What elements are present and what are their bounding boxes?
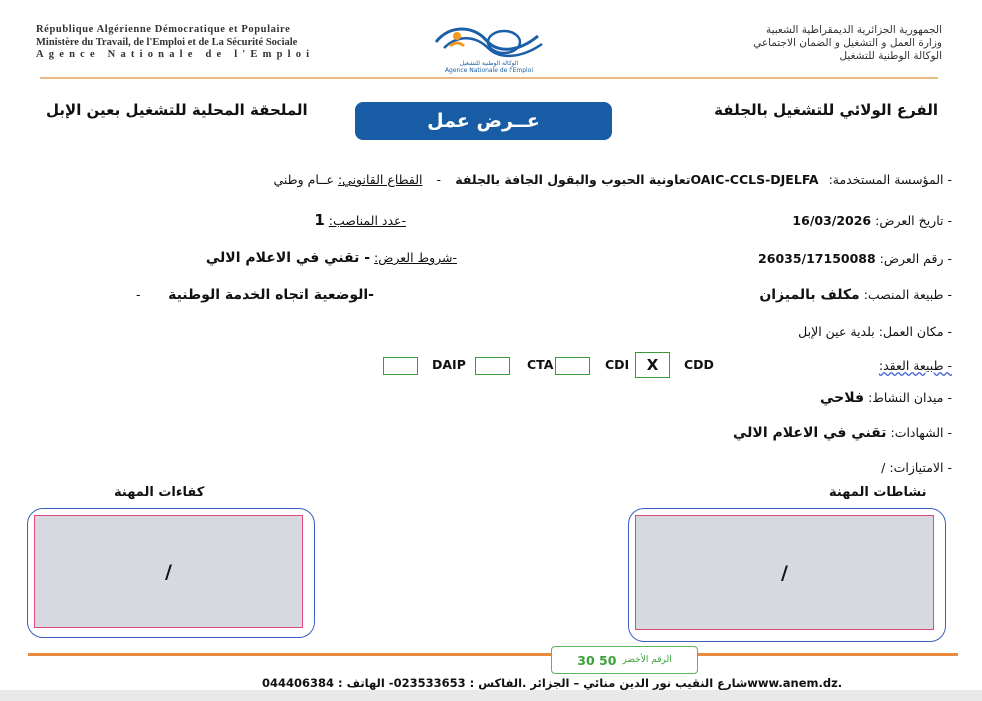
contract-label: - طبيعة العقد: — [878, 358, 952, 373]
job-skills-title: كفاءات المهنة — [114, 485, 205, 500]
contract-cdi-checkbox[interactable]: X — [635, 352, 670, 378]
branch-provincial: الفرع الولائي للتشغيل بالجلفة — [714, 101, 938, 119]
offer-number-label: - رقم العرض: — [879, 251, 952, 266]
contract-cdi-label: CDI — [605, 357, 630, 372]
offer-number-row — [758, 251, 952, 266]
legal-sector-row — [273, 172, 441, 187]
contract-cta-checkbox[interactable] — [555, 357, 590, 375]
activity-value: فلاحي — [820, 390, 865, 406]
offer-date-label: - تاريخ العرض: — [875, 213, 952, 228]
green-number-box — [551, 646, 698, 674]
footer-divider — [28, 653, 958, 656]
job-skills-panel — [27, 508, 315, 638]
activity-row — [820, 390, 952, 406]
header-ar-ministry: وزارة العمل و التشغيل و الضمان الاجتماعي — [753, 37, 942, 49]
logo-caption — [430, 60, 548, 74]
branch-local: الملحقة المحلية للتشغيل بعين الإبل — [46, 101, 308, 119]
page-title: عــرض عمل — [355, 102, 612, 140]
header-fr-agency: Agence Nationale de l'Emploi — [36, 49, 315, 60]
logo-caption-ar: الوكالة الوطنية للتشغيل — [459, 60, 519, 67]
header-divider — [40, 77, 938, 79]
logo-caption-fr: Agence Nationale de l'Emploi — [444, 67, 534, 74]
contract-extra-checkbox[interactable] — [475, 357, 510, 375]
legal-sector-label: القطاع القانوني: — [337, 172, 423, 187]
posts-row — [314, 211, 406, 229]
header-ar-agency: الوكالة الوطنية للتشغيل — [839, 50, 942, 62]
privileges-label: - الامتيازات: — [889, 460, 952, 475]
privileges-row — [881, 460, 952, 475]
offer-date-value: 16/03/2026 — [792, 213, 872, 228]
footer-address: شارع النقيب نور الدين منائي – الجزائر .الفاكس : 023533653- الهاتف : 044406384www.anem.dz. — [262, 676, 843, 690]
job-skills-content: / — [34, 515, 303, 628]
job-activities-panel — [628, 508, 946, 642]
position-label: - طبيعة المنصب: — [863, 287, 952, 302]
employer-label: - المؤسسة المستخدمة: — [828, 172, 952, 187]
green-number-value: 30 50 — [577, 652, 617, 668]
posts-value: 1 — [314, 211, 325, 229]
contract-cdd-label: CDD — [684, 357, 714, 372]
header-fr-republic: République Algérienne Démocratique et Populaire — [36, 24, 291, 35]
contract-daip-label: DAIP — [432, 357, 466, 372]
header-arabic — [753, 24, 942, 63]
header-ar-republic: الجمهورية الجزائرية الديمقراطية الشعبية — [765, 24, 942, 36]
contract-daip-checkbox[interactable] — [383, 357, 418, 375]
national-service-dash: - — [136, 287, 141, 302]
bottom-strip — [0, 690, 982, 701]
workplace-label: - مكان العمل: — [878, 324, 952, 339]
green-number-label: الرقم الأخضر — [622, 655, 672, 665]
conditions-value: - تقني في الاعلام الالي — [205, 250, 371, 266]
privileges-value: / — [881, 460, 886, 475]
job-activities-content: / — [635, 515, 934, 630]
conditions-row — [206, 250, 457, 266]
offer-number-value: 26035/17150088 — [758, 251, 876, 266]
national-service-status: -الوضعية اتجاه الخدمة الوطنية — [168, 287, 374, 303]
employer-row — [455, 172, 952, 187]
diplomas-row — [733, 425, 952, 441]
diplomas-value: تقني في الاعلام الالي — [733, 425, 887, 441]
conditions-label: -شروط العرض: — [374, 250, 457, 265]
position-row — [759, 287, 952, 303]
job-activities-title: نشاطات المهنة — [829, 485, 927, 500]
contract-cta-label: CTA — [527, 357, 554, 372]
legal-sector-sep: - — [436, 172, 441, 187]
employer-value: OAIC-CCLS-DJELFAتعاونية الحبوب والبقول الجافة بالجلفة — [455, 172, 819, 187]
diplomas-label: - الشهادات: — [890, 425, 952, 440]
position-value: مكلف بالميزان — [759, 287, 860, 303]
posts-label: -عدد المناصب: — [328, 213, 406, 228]
header-french — [36, 24, 314, 62]
offer-date-row — [792, 213, 952, 228]
header-fr-ministry: Ministère du Travail, de l'Emploi et de La Sécurité Sociale — [36, 36, 298, 48]
workplace-row — [798, 324, 952, 339]
activity-label: - ميدان النشاط: — [868, 390, 952, 405]
contract-row — [879, 358, 952, 373]
legal-sector-value: عــام وطني — [273, 172, 334, 187]
workplace-value: بلدية عين الإبل — [798, 324, 875, 339]
